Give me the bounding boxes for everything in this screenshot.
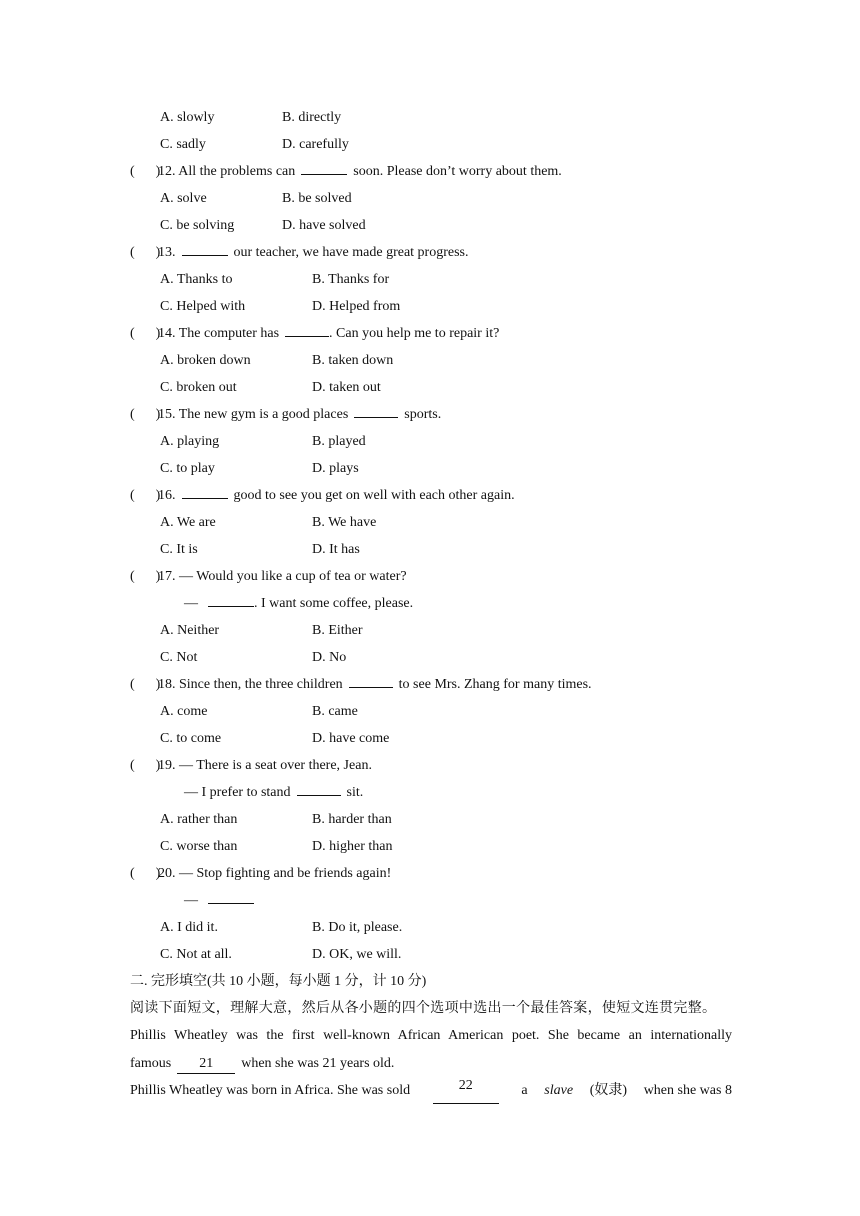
question-stem: 18. Since then, the three children to see Mrs. Zhang for many times.	[158, 671, 592, 698]
question-number: 20	[158, 866, 172, 881]
answer-bracket: ( )	[130, 569, 161, 584]
cloze-blank-21: 21	[177, 1055, 235, 1074]
answer-bracket: ( )	[130, 488, 161, 503]
question-stem: 15. The new gym is a good places sports.	[158, 401, 441, 428]
reply-after: sit.	[346, 785, 364, 800]
answer-blank	[208, 591, 254, 607]
option-b: B. came	[312, 704, 358, 719]
question-number: 19	[158, 758, 172, 773]
option-b: B. played	[312, 434, 366, 449]
question-stem: 12. All the problems can soon. Please don’t worry about them.	[158, 158, 562, 185]
answer-bracket: ( )	[130, 677, 161, 692]
stem-text: The new gym is a good places	[178, 407, 349, 422]
option-c: C. sadly	[160, 137, 206, 152]
option-d: D. OK, we will.	[312, 947, 402, 962]
option-a: A. slowly	[160, 110, 215, 125]
question-number: 14	[158, 326, 172, 341]
passage-text	[130, 1077, 732, 1104]
passage-italic-word: slave	[544, 1083, 574, 1098]
option-d: D. carefully	[282, 137, 349, 152]
passage-text: Phillis Wheatley was the first well-known African American poet. She became an internationally	[130, 1028, 732, 1043]
question-stem: 20. — Stop fighting and be friends again!	[158, 866, 392, 881]
reply-text	[184, 779, 363, 806]
answer-blank	[297, 780, 341, 796]
passage-fragment: famous	[130, 1056, 172, 1071]
stem-text: good to see you get on well with each other again.	[233, 488, 515, 503]
section-heading-text: 二. 完形填空(共 10 小题，每小题 1 分，计 10 分)	[130, 974, 427, 989]
option-b: B. harder than	[312, 812, 392, 827]
option-a: A. Neither	[160, 623, 220, 638]
option-b: B. Do it, please.	[312, 920, 403, 935]
cloze-blank-22: 22	[433, 1077, 499, 1104]
reply-text	[184, 590, 413, 617]
option-c: C. be solving	[160, 218, 235, 233]
answer-bracket: ( )	[130, 758, 161, 773]
answer-blank	[285, 321, 329, 337]
option-a: A. I did it.	[160, 920, 218, 935]
reply-dash: —	[184, 596, 198, 611]
answer-blank	[349, 672, 393, 688]
question-number: 15	[158, 407, 172, 422]
question-number: 16	[158, 488, 172, 503]
instructions-text: 阅读下面短文，理解大意，然后从各小题的四个选项中选出一个最佳答案，使短文连贯完整。	[130, 1001, 717, 1016]
answer-bracket: ( )	[130, 164, 161, 179]
answer-blank	[182, 483, 228, 499]
answer-blank	[208, 888, 254, 904]
option-c: C. Helped with	[160, 299, 246, 314]
answer-blank	[354, 402, 398, 418]
option-c: C. It is	[160, 542, 198, 557]
question-stem: 16. good to see you get on well with each other again.	[158, 482, 515, 509]
answer-blank	[301, 159, 347, 175]
question-number: 13	[158, 245, 172, 260]
option-d: D. Helped from	[312, 299, 401, 314]
question-stem: 19. — There is a seat over there, Jean.	[158, 758, 372, 773]
stem-text: soon. Please don’t worry about them.	[353, 164, 562, 179]
reply-text	[184, 887, 260, 914]
option-c: C. Not at all.	[160, 947, 232, 962]
option-b: B. Either	[312, 623, 363, 638]
stem-text: — Stop fighting and be friends again!	[179, 866, 392, 881]
option-d: D. have solved	[282, 218, 366, 233]
option-b: B. directly	[282, 110, 342, 125]
answer-bracket: ( )	[130, 866, 161, 881]
option-c: C. worse than	[160, 839, 238, 854]
reply-before: — I prefer to stand	[184, 785, 291, 800]
stem-text: Since then, the three children	[179, 677, 343, 692]
option-d: D. have come	[312, 731, 390, 746]
option-a: A. come	[160, 704, 208, 719]
answer-bracket: ( )	[130, 245, 161, 260]
option-b: B. be solved	[282, 191, 352, 206]
option-a: A. broken down	[160, 353, 251, 368]
question-number: 17	[158, 569, 172, 584]
answer-bracket: ( )	[130, 407, 161, 422]
stem-text: — Would you like a cup of tea or water?	[179, 569, 407, 584]
option-d: D. No	[312, 650, 347, 665]
option-b: B. taken down	[312, 353, 394, 368]
option-c: C. to play	[160, 461, 215, 476]
stem-text: The computer has	[178, 326, 280, 341]
passage-fragment: a	[521, 1083, 528, 1098]
option-c: C. Not	[160, 650, 198, 665]
stem-text: All the problems can	[178, 164, 296, 179]
stem-text: to see Mrs. Zhang for many times.	[398, 677, 592, 692]
reply-after: . I want some coffee, please.	[254, 596, 414, 611]
stem-text: sports.	[404, 407, 442, 422]
option-d: D. plays	[312, 461, 359, 476]
stem-text: . Can you help me to repair it?	[329, 326, 500, 341]
question-number: 18	[158, 677, 172, 692]
passage-fragment: Phillis Wheatley was born in Africa. She was sold	[130, 1083, 411, 1098]
option-a: A. playing	[160, 434, 220, 449]
option-d: D. taken out	[312, 380, 381, 395]
passage-fragment: when she was 21 years old.	[241, 1056, 395, 1071]
passage-fragment: when she was 8	[643, 1083, 732, 1098]
question-stem: 17. — Would you like a cup of tea or water?	[158, 569, 407, 584]
option-d: D. higher than	[312, 839, 393, 854]
passage-text	[130, 1050, 732, 1077]
option-a: A. rather than	[160, 812, 238, 827]
reply-dash: —	[184, 893, 198, 908]
answer-bracket: ( )	[130, 326, 161, 341]
answer-blank	[182, 240, 228, 256]
option-a: A. We are	[160, 515, 216, 530]
passage-note: (奴隶)	[589, 1083, 628, 1098]
stem-text: our teacher, we have made great progress.	[233, 245, 469, 260]
option-b: B. Thanks for	[312, 272, 390, 287]
stem-text: — There is a seat over there, Jean.	[179, 758, 372, 773]
option-b: B. We have	[312, 515, 377, 530]
option-c: C. to come	[160, 731, 222, 746]
question-number: 12	[158, 164, 172, 179]
option-c: C. broken out	[160, 380, 237, 395]
option-a: A. Thanks to	[160, 272, 233, 287]
option-d: D. It has	[312, 542, 360, 557]
question-stem: 13. our teacher, we have made great progress.	[158, 239, 469, 266]
question-stem: 14. The computer has . Can you help me to repair it?	[158, 320, 499, 347]
option-a: A. solve	[160, 191, 207, 206]
